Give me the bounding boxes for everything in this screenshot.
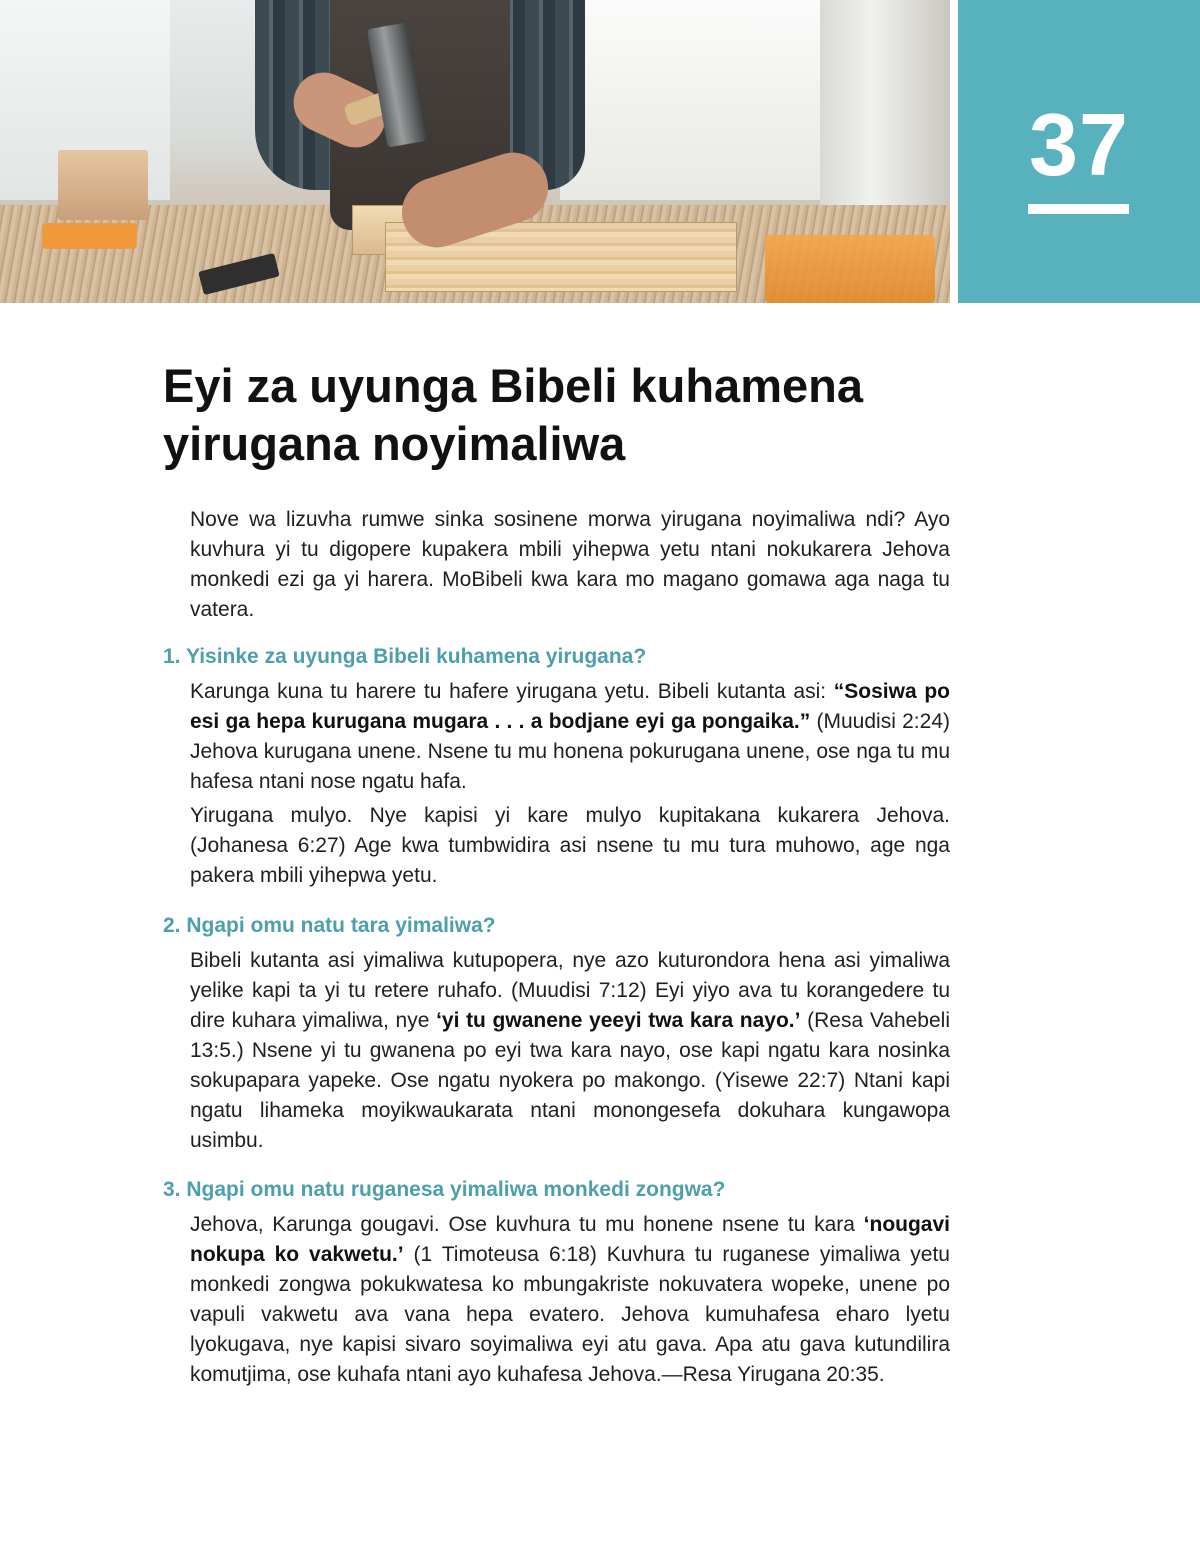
scripture-quote: ‘yi tu gwanene yeeyi twa kara nayo.’: [436, 1009, 801, 1032]
section-3-paragraph-1: Jehova, Karunga gougavi. Ose kuvhura tu mu honene nsene tu kara ‘nougavi nokupa ko vakwetu.’ (1 Timoteusa 6:18) Kuvhura tu ruganese yimaliwa yetu monkedi zongwa pokukwatesa ko mbungakriste nokuvatera wopeke, unene po vapuli vakwetu ava vana hepa evatero. Jehova kumuhafesa eharo lyetu lyokugava, nye kapisi sivaro soyimaliwa eyi atu gava. Apa atu gava kutundilira komutjima, ose kuhafa ntani ayo kuhafesa Jehova.—Resa Yirugana 20:35.: [190, 1213, 950, 1386]
lesson-number: 37: [1029, 95, 1129, 194]
lesson-number-underline: [1028, 204, 1129, 214]
page-title: Eyi za uyunga Bibeli kuhamena yirugana noyimaliwa: [163, 359, 863, 470]
intro-paragraph: Nove wa lizuvha rumwe sinka sosinene morwa yirugana noyimaliwa ndi? Ayo kuvhura yi tu digopere kupakera mbili yihepwa yetu ntani nokukarera Jehova monkedi ezi ga yi harera. MoBibeli kwa kara mo magano gomawa aga naga tu vatera.: [190, 508, 950, 621]
section-1-heading: 1. Yisinke za uyunga Bibeli kuhamena yirugana?: [163, 645, 647, 668]
section-2-paragraph-1: Bibeli kutanta asi yimaliwa kutupopera, nye azo kuturondora hena asi yimaliwa yelike kapi ta yi tu retere ruhafo. (Muudisi 7:12) Eyi yiyo ava tu korangedere tu dire kuhara yimaliwa, nye ‘yi tu gwanene yeeyi twa kara nayo.’ (Resa Vahebeli 13:5.) Nsene yi tu gwanena po eyi twa kara nayo, ose kapi ngatu kara nosinka sokupapara yapeke. Ose ngatu nyokera po makongo. (Yisewe 22:7) Ntani kapi ngatu lihameka moyikwaukarata ntani monongesefa dokuhara kungawopa usimbu.: [190, 949, 950, 1152]
lesson-number-tab: [958, 0, 1200, 303]
scripture-quote: ‘nougavi nokupa ko vakwetu.’: [190, 1213, 950, 1266]
section-3-heading: 3. Ngapi omu natu ruganesa yimaliwa monkedi zongwa?: [163, 1178, 726, 1201]
scripture-quote: “Sosiwa po esi ga hepa kurugana mugara . . . a bodjane eyi ga pongaika.”: [190, 680, 950, 733]
header-photo: [0, 0, 950, 303]
section-2-heading: 2. Ngapi omu natu tara yimaliwa?: [163, 914, 496, 937]
section-1-paragraph-2: Yirugana mulyo. Nye kapisi yi kare mulyo kupitakana kukarera Jehova. (Johanesa 6:27) Age kwa tumbwidira asi nsene tu mu tura muhowo, age nga pakera mbili yihepwa yetu.: [190, 804, 950, 887]
section-1-paragraph-1: Karunga kuna tu harere tu hafere yirugana yetu. Bibeli kutanta asi: “Sosiwa po esi ga hepa kurugana mugara . . . a bodjane eyi ga pongaika.” (Muudisi 2:24) Jehova kurugana unene. Nsene tu mu honena pokurugana unene, ose nga tu mu hafesa ntani nose ngatu hafa.: [190, 680, 950, 793]
